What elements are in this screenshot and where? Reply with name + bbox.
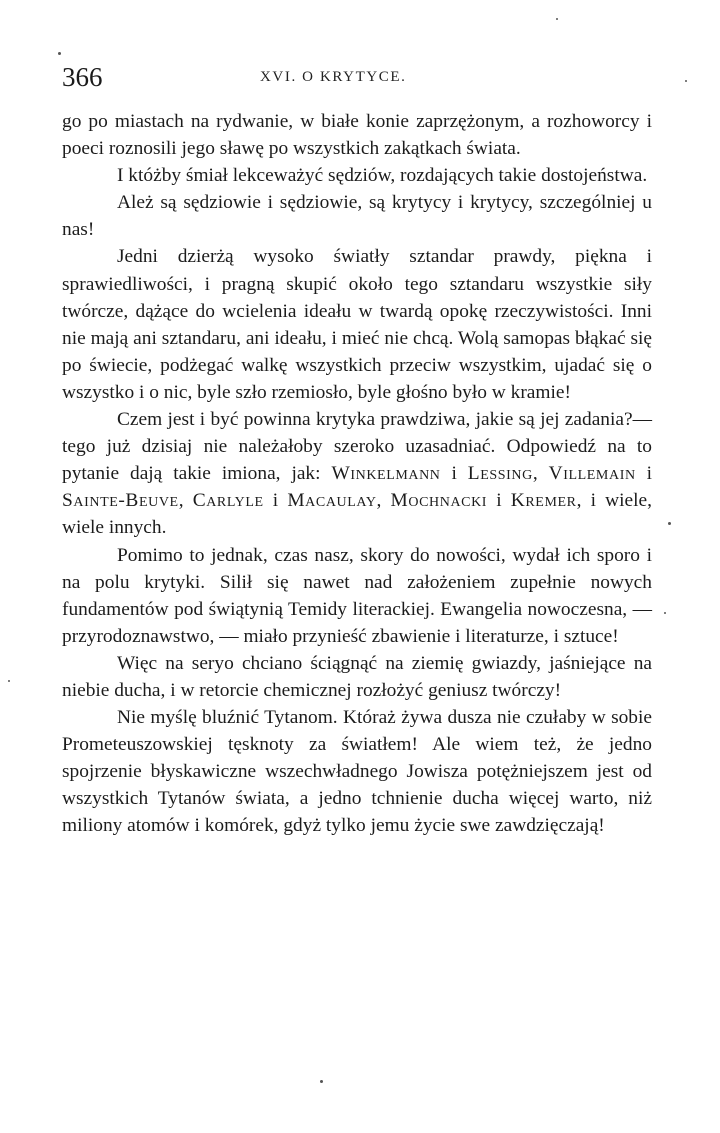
scan-speck	[556, 18, 558, 20]
scan-speck	[320, 1080, 323, 1083]
paragraph-3: Ależ są sędziowie i sędziowie, są krytycy i krytycy, szczególniej u nas!	[62, 192, 652, 241]
paragraph-8: Nie myślę bluźnić Tytanom. Któraż żywa dusza nie czułaby w sobie Prometeuszowskiej tęsknoty za światłem! Ale wiem też, że jedno spojrzenie błyskawiczne wszechwładnego Jowisza potężniejszem jest od wszystkich Tytanów świata, a jedno tchnienie ducha więcej warto, niż miliony atomów i komórek, gdyż tylko jemu życie swe zawdzięczają!	[62, 707, 652, 837]
body-text	[62, 108, 652, 840]
name-carlyle: Carlyle	[192, 490, 264, 512]
paragraph-4: Jedni dzierżą wysoko światły sztandar prawdy, piękna i sprawiedliwości, i pragną skupić około tego sztandaru wszystkie siły twórcze, dążące do wcielenia ideału w twardą opokę rzeczywistości. Inni nie mają ani sztandaru, ani ideału, i mieć nie chcą. Wolą samopas błąkać się po świecie, podżegać walkę wszystkich przeciw wszystkim, ujadać się o wszystko i o nic, byle szło rzemiosło, byle głośno było w kramie!	[62, 246, 652, 403]
paragraph-5-outro: , i wiele, wiele innych.	[62, 490, 652, 539]
scan-speck	[668, 522, 671, 525]
scan-speck	[58, 52, 61, 55]
name-macaulay: Macaulay	[287, 490, 377, 512]
name-villemain: Villemain	[548, 463, 636, 485]
paragraph-5: Czem jest i być powinna krytyka prawdziwa, jakie są jej zadania?—tego już dzisiaj nie należałoby szeroko uzasadniać. Odpowiedź na to pytanie dają takie imiona, jak: Winkelmann i Lessing, Villemain i Sainte-Beuve, Carlyle i Macaulay, Mochnacki i Kremer, i wiele, wiele innych.	[62, 409, 652, 539]
page-number: 366	[62, 62, 103, 92]
name-sainte-beuve: Sainte-Beuve	[62, 490, 179, 512]
running-head: XVI. O KRYTYCE.	[260, 69, 407, 85]
paragraph-5-intro: Czem jest i być powinna krytyka prawdziwa, jakie są jej zadania?—tego już dzisiaj nie należałoby szeroko uzasadniać. Odpowiedź na to pytanie dają takie imiona, jak:	[62, 409, 652, 485]
scan-speck	[685, 80, 687, 82]
name-kremer: Kremer	[510, 490, 577, 512]
name-mochnacki: Mochnacki	[390, 490, 488, 512]
name-lessing: Lessing	[467, 463, 533, 485]
name-winkelmann: Winkelmann	[331, 463, 441, 485]
scan-speck	[8, 680, 10, 682]
paragraph-7: Więc na seryo chciano ściągnąć na ziemię gwiazdy, jaśniejące na niebie ducha, i w retorcie chemicznej rozłożyć geniusz twórczy!	[62, 652, 652, 701]
page-header	[62, 58, 662, 94]
paragraph-6: Pomimo to jednak, czas nasz, skory do nowości, wydał ich sporo i na polu krytyki. Silił się nawet nad założeniem zupełnie nowych fundamentów pod świątynią Temidy literackiej. Ewangelia nowoczesna, — przyrodoznawstwo, — miało przynieść zbawienie i literaturze, i sztuce!	[62, 544, 652, 647]
paragraph-2: I któżby śmiał lekceważyć sędziów, rozdających takie dostojeństwa.	[117, 165, 648, 187]
paragraph-1: go po miastach na rydwanie, w białe konie zaprzężonym, a rozhoworcy i poeci roznosili jego sławę po wszystkich zakątkach świata.	[62, 111, 652, 160]
scan-speck	[664, 612, 666, 614]
